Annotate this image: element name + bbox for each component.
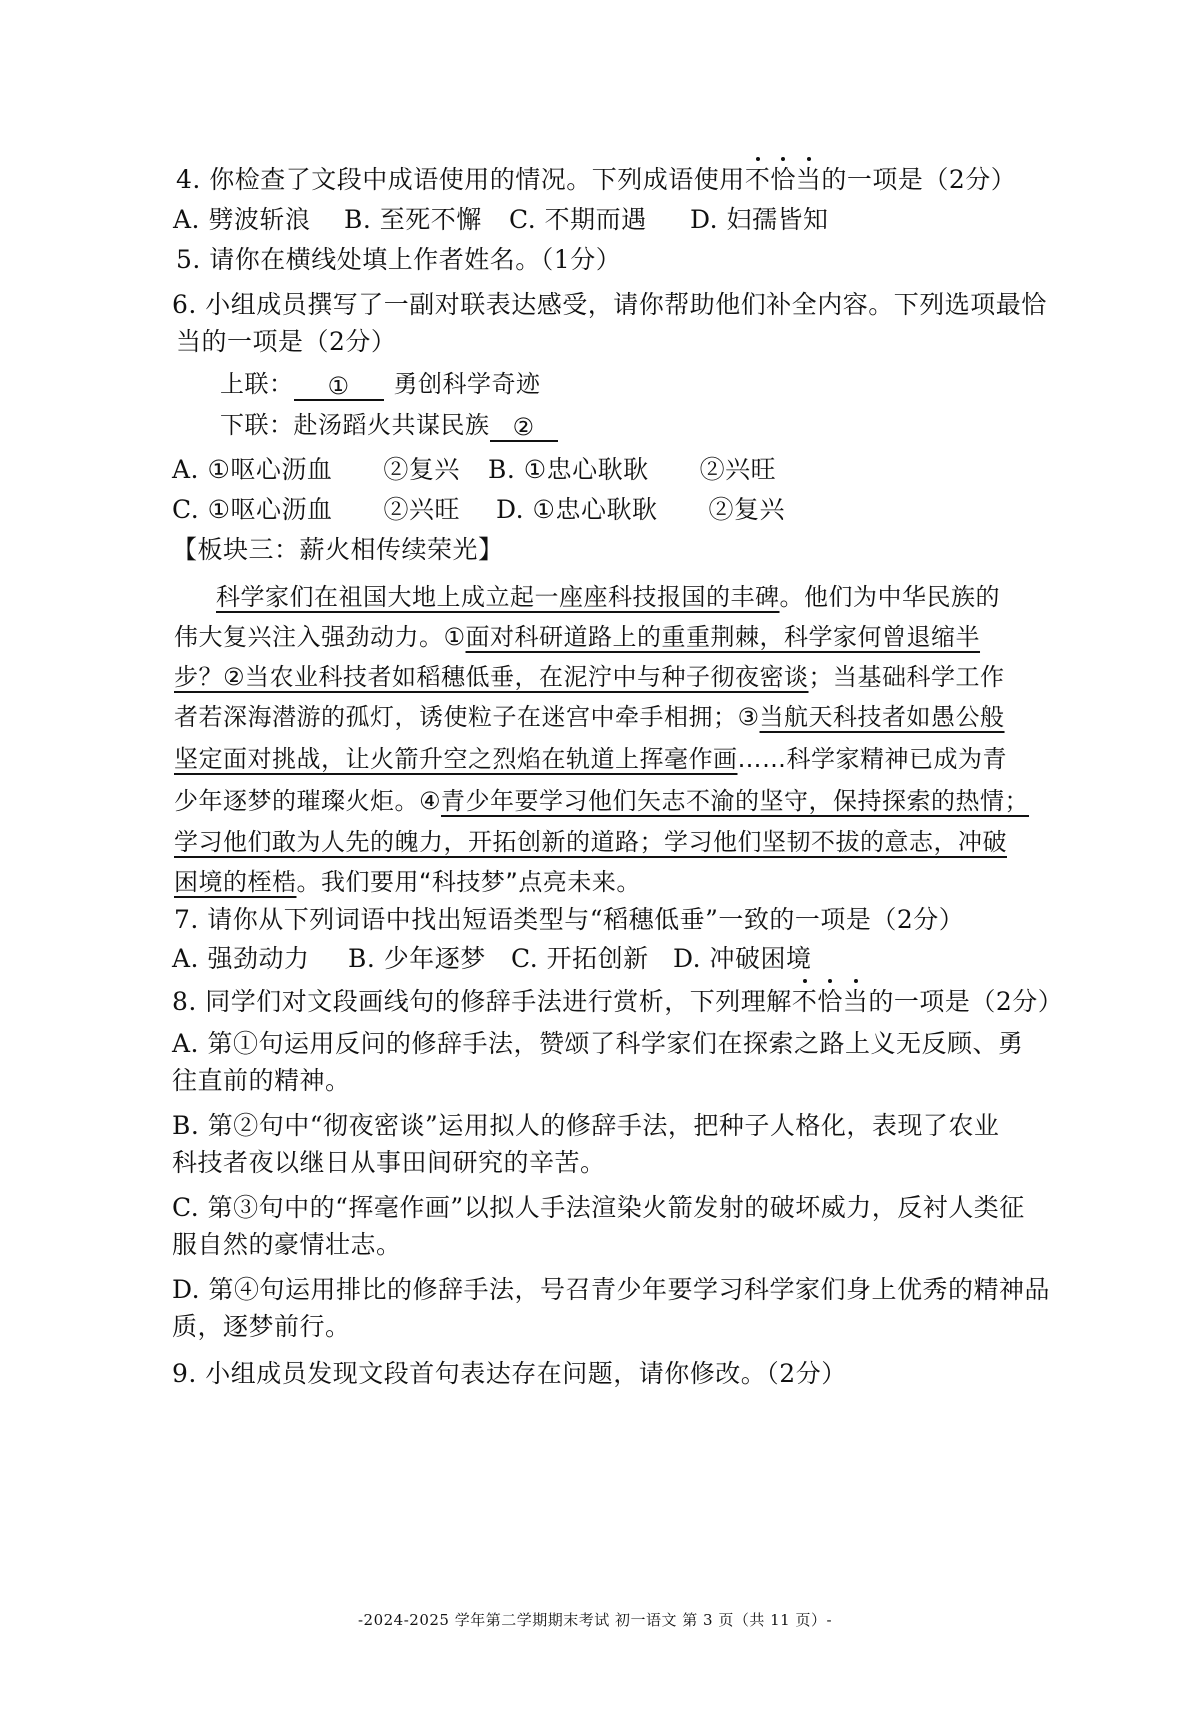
emphasis-char: 当 (843, 985, 869, 1019)
q4-option-a: A. 劈波斩浪 (173, 205, 311, 234)
q8-stem-part2: 的一项是（2分） (868, 987, 1064, 1016)
emphasis-char: 恰 (817, 985, 843, 1019)
q6-option-b: B. ①忠心耿耿 ②兴旺 (488, 455, 777, 484)
section3-heading: 【板块三：薪火相传续荣光】 (172, 535, 504, 564)
couplet-lower-label: 下联：赴汤蹈火共谋民族 (220, 411, 490, 439)
q6-option-c: C. ①呕心沥血 ②兴旺 (172, 495, 461, 524)
q7-option-c: C. 开拓创新 (511, 944, 649, 973)
underlined-sentence: 科学家们在祖国大地上成立起一座座科技报国的丰碑 (216, 583, 780, 611)
q4-options (0, 203, 1190, 237)
q8-option-d-line1: D. 第④句运用排比的修辞手法，号召青少年要学习科学家们身上优秀的精神品 (172, 1275, 1051, 1304)
couplet-upper-text: 勇创科学奇迹 (393, 370, 541, 398)
q8-option-a-line2: 往直前的精神。 (172, 1066, 351, 1095)
couplet-upper-label: 上联： (220, 370, 294, 398)
q4-stem (176, 163, 1016, 197)
q4-emphasis (745, 165, 822, 194)
passage-line (174, 865, 641, 899)
passage-text: 少年逐梦的璀璨火炬。④ (174, 787, 442, 815)
passage-line (174, 660, 1005, 694)
emphasis-char: 不 (745, 163, 771, 197)
q4-stem-part1: 4. 你检查了文段中成语使用的情况。下列成语使用 (176, 165, 745, 194)
passage-text: ……科学家精神已成为青 (737, 745, 1007, 773)
underlined-sentence: 步？②当农业科技者如稻穗低垂，在泥泞中与种子彻夜密谈 (174, 663, 809, 691)
q6-stem-line2: 当的一项是（2分） (176, 327, 397, 356)
underlined-sentence: 当航天科技者如愚公般 (759, 703, 1005, 731)
q8-option-c-line1: C. 第③句中的“挥毫作画”以拟人手法渲染火箭发射的破坏威力，反衬人类征 (172, 1193, 1025, 1222)
q7-option-a: A. 强劲动力 (172, 944, 310, 973)
underlined-sentence: 面对科研道路上的重重荆棘，科学家何曾退缩半 (465, 623, 981, 651)
q7-stem: 7. 请你从下列词语中找出短语类型与“稻穗低垂”一致的一项是（2分） (174, 905, 965, 934)
passage-line (216, 580, 1000, 614)
passage-line (174, 825, 1007, 859)
q8-option-b-line2: 科技者夜以继日从事田间研究的辛苦。 (172, 1148, 606, 1177)
couplet-upper (220, 367, 541, 401)
q4-option-b: B. 至死不懈 (344, 205, 482, 234)
passage-text: 。我们要用“科技梦”点亮未来。 (296, 868, 641, 896)
passage-line (174, 700, 1005, 734)
q8-option-a-line1: A. 第①句运用反问的修辞手法，赞颂了科学家们在探索之路上义无反顾、勇 (172, 1029, 1024, 1058)
q7-option-d: D. 冲破困境 (673, 944, 812, 973)
passage-text: 。他们为中华民族的 (779, 583, 1000, 611)
q8-stem (172, 985, 1063, 1019)
q8-option-b-line1: B. 第②句中“彻夜密谈”运用拟人的修辞手法，把种子人格化，表现了农业 (172, 1111, 1000, 1140)
emphasis-char: 不 (792, 985, 818, 1019)
q9-stem: 9. 小组成员发现文段首句表达存在问题，请你修改。（2分） (172, 1359, 847, 1388)
q8-option-c-line2: 服自然的豪情壮志。 (172, 1230, 402, 1259)
emphasis-char: 恰 (770, 163, 796, 197)
passage-line (174, 742, 1007, 776)
q7-options (0, 942, 1190, 976)
q6-option-a: A. ①呕心沥血 ②复兴 (172, 455, 460, 484)
q4-option-c: C. 不期而遇 (509, 205, 647, 234)
q7-option-b: B. 少年逐梦 (348, 944, 486, 973)
passage-line (174, 620, 980, 654)
q8-stem-part1: 8. 同学们对文段画线句的修辞手法进行赏析，下列理解 (172, 987, 792, 1016)
q5-stem: 5. 请你在横线处填上作者姓名。（1分） (176, 245, 622, 274)
q6-options-row2 (0, 493, 1190, 527)
q6-options-row1 (0, 453, 1190, 487)
q6-option-d: D. ①忠心耿耿 ②复兴 (496, 495, 785, 524)
underlined-sentence: 学习他们敢为人先的魄力，开拓创新的道路；学习他们坚韧不拔的意志，冲破 (174, 828, 1007, 856)
underlined-sentence: 困境的桎梏 (174, 868, 297, 896)
underlined-sentence: 青少年要学习他们矢志不渝的坚守，保持探索的热情； (441, 787, 1030, 815)
couplet-lower-blank: ② (490, 410, 558, 442)
passage-text: ；当基础科学工作 (808, 663, 1005, 691)
page-footer: -2024-2025 学年第二学期期末考试 初一语文 第 3 页（共 11 页）- (357, 1611, 833, 1629)
passage-text: 伟大复兴注入强劲动力。① (174, 623, 466, 651)
q4-option-d: D. 妇孺皆知 (690, 205, 829, 234)
q8-option-d-line2: 质，逐梦前行。 (172, 1312, 351, 1341)
q4-stem-part2: 的一项是（2分） (821, 165, 1017, 194)
q8-emphasis (792, 987, 869, 1016)
q6-stem-line1: 6. 小组成员撰写了一副对联表达感受，请你帮助他们补全内容。下列选项最恰 (172, 290, 1047, 319)
emphasis-char: 当 (796, 163, 822, 197)
passage-text: 者若深海潜游的孤灯，诱使粒子在迷宫中牵手相拥；③ (174, 703, 760, 731)
couplet-upper-blank: ① (294, 369, 384, 401)
couplet-lower (220, 408, 558, 442)
passage-line (174, 784, 1029, 818)
underlined-sentence: 坚定面对挑战，让火箭升空之烈焰在轨道上挥毫作画 (174, 745, 738, 773)
